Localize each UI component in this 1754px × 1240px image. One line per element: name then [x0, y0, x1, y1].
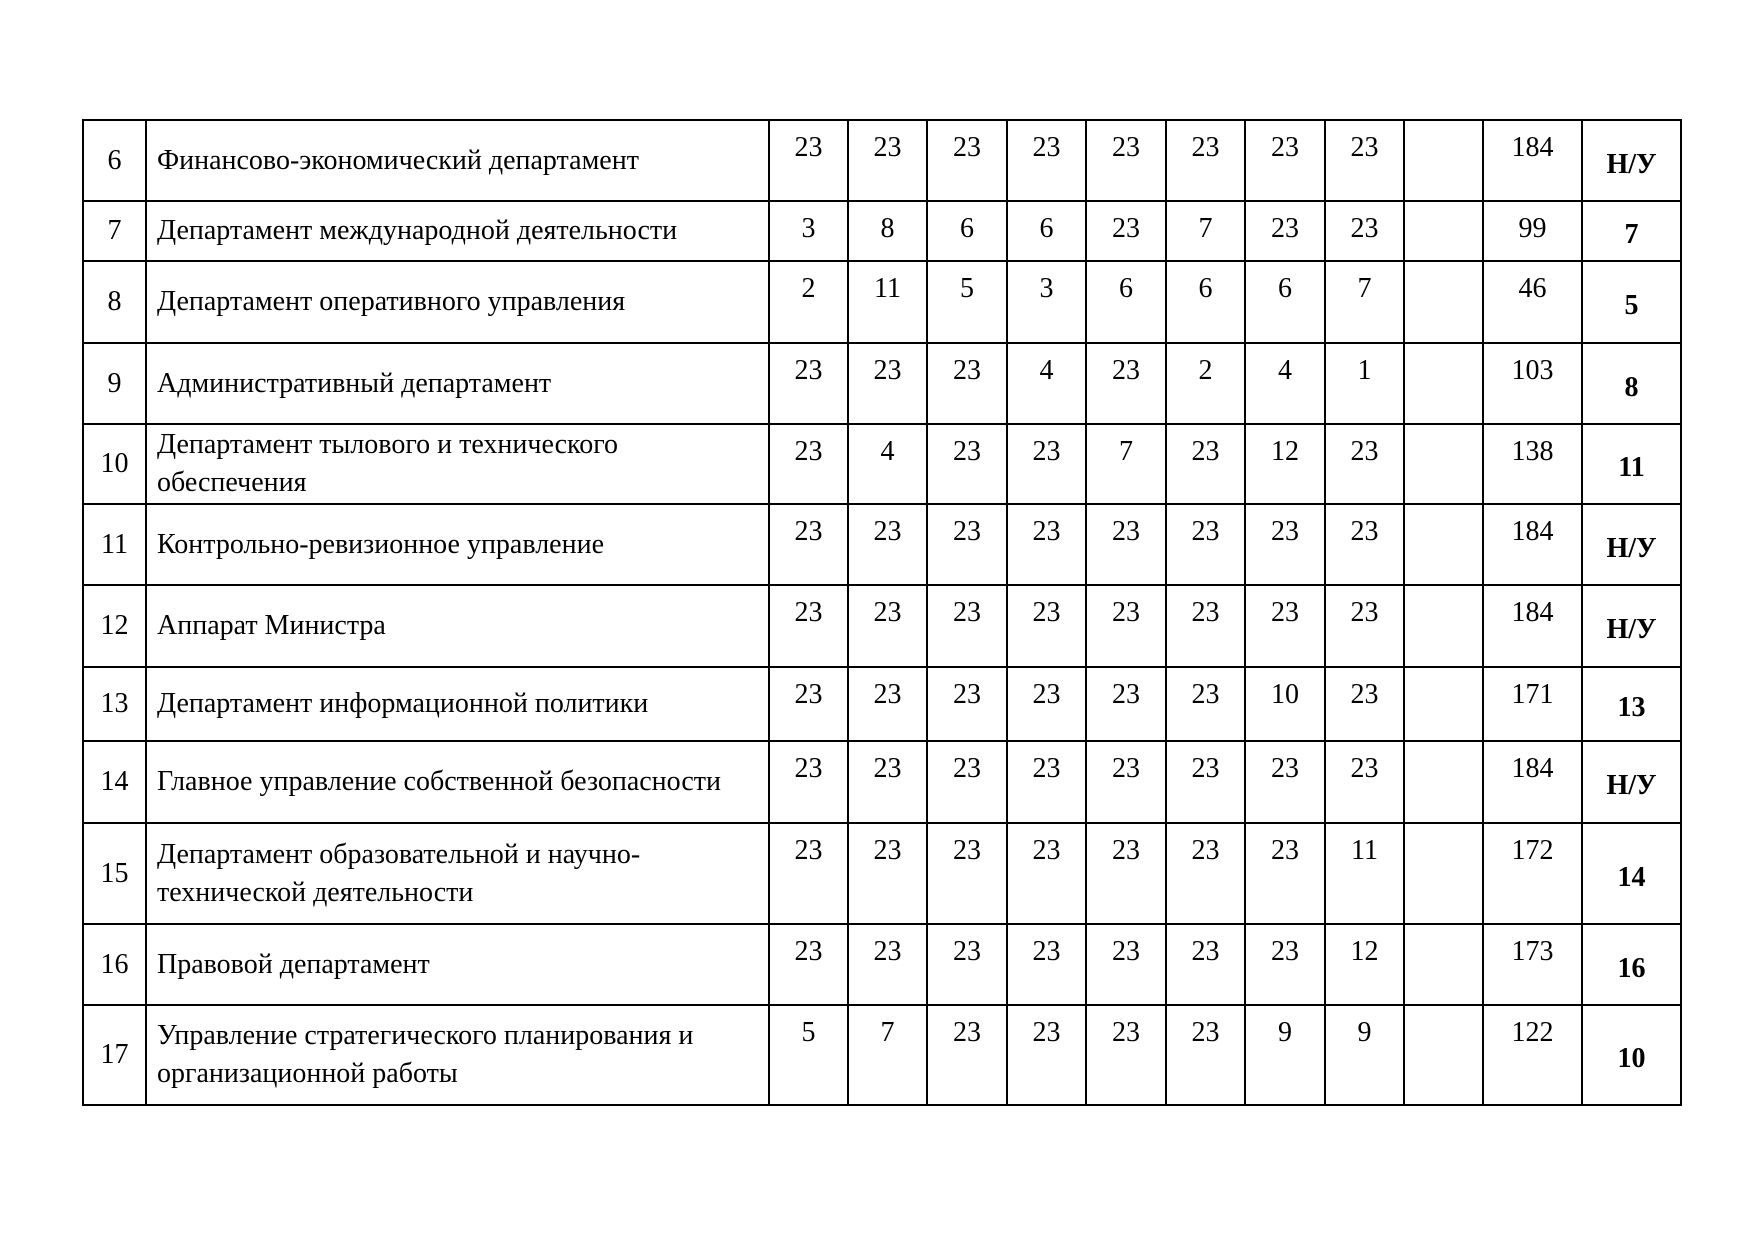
total-cell: 122: [1483, 1005, 1582, 1105]
score-cell: 5: [927, 261, 1007, 343]
score-cell: 8: [848, 201, 927, 261]
row-number-cell: 16: [83, 924, 146, 1005]
department-name-cell: Управление стратегического планирования и организационной работы: [146, 1005, 769, 1105]
score-cell: 23: [1086, 201, 1166, 261]
score-cell: 23: [1166, 120, 1245, 201]
score-cell: [1404, 343, 1483, 424]
place-cell: [1582, 424, 1681, 504]
score-cell: 23: [769, 120, 848, 201]
score-cell: 23: [769, 504, 848, 585]
total-cell: 173: [1483, 924, 1582, 1005]
department-name-cell: Главное управление собственной безопасности: [146, 741, 769, 823]
score-cell: 7: [1086, 424, 1166, 504]
score-cell: 23: [848, 667, 927, 741]
row-number-cell: 12: [83, 585, 146, 667]
score-cell: 23: [769, 343, 848, 424]
score-cell: 23: [1325, 424, 1404, 504]
score-cell: 23: [1325, 504, 1404, 585]
place-value: Н/У: [1606, 148, 1657, 180]
table-row: [83, 261, 1681, 343]
place-cell: [1582, 741, 1681, 823]
place-cell: [1582, 504, 1681, 585]
score-cell: 23: [848, 823, 927, 924]
department-name-cell: Административный департамент: [146, 343, 769, 424]
score-cell: 23: [927, 424, 1007, 504]
score-cell: 11: [848, 261, 927, 343]
total-cell: 103: [1483, 343, 1582, 424]
score-cell: 23: [1245, 120, 1325, 201]
score-cell: 7: [848, 1005, 927, 1105]
score-cell: 23: [1166, 424, 1245, 504]
score-cell: 11: [1325, 823, 1404, 924]
score-cell: 23: [1007, 924, 1086, 1005]
score-cell: 23: [1086, 823, 1166, 924]
score-cell: 23: [927, 924, 1007, 1005]
score-cell: [1404, 823, 1483, 924]
department-name-cell: Департамент тылового и технического обеспечения: [146, 424, 769, 504]
place-cell: [1582, 1005, 1681, 1105]
score-cell: 23: [1325, 120, 1404, 201]
score-cell: 23: [769, 823, 848, 924]
row-number-cell: 15: [83, 823, 146, 924]
score-cell: 6: [1245, 261, 1325, 343]
score-cell: 3: [1007, 261, 1086, 343]
score-cell: 23: [848, 585, 927, 667]
score-cell: 23: [1086, 1005, 1166, 1105]
table-row: [83, 823, 1681, 924]
row-number-cell: 13: [83, 667, 146, 741]
score-cell: 23: [1007, 120, 1086, 201]
department-name-cell: Контрольно-ревизионное управление: [146, 504, 769, 585]
score-cell: 23: [927, 504, 1007, 585]
score-cell: [1404, 120, 1483, 201]
place-value: 5: [1624, 290, 1639, 321]
row-number-cell: 6: [83, 120, 146, 201]
place-cell: [1582, 261, 1681, 343]
department-name-cell: Департамент международной деятельности: [146, 201, 769, 261]
place-value: 8: [1624, 371, 1639, 403]
score-cell: [1404, 924, 1483, 1005]
table-row: [83, 1005, 1681, 1105]
score-cell: 23: [1325, 201, 1404, 261]
score-cell: 23: [927, 585, 1007, 667]
score-cell: [1404, 741, 1483, 823]
total-cell: 184: [1483, 741, 1582, 823]
score-cell: 23: [1007, 741, 1086, 823]
score-cell: 23: [1086, 741, 1166, 823]
score-cell: 23: [927, 343, 1007, 424]
table-body: [83, 120, 1681, 1105]
score-cell: 23: [1325, 667, 1404, 741]
score-cell: 23: [1166, 667, 1245, 741]
department-name-cell: Правовой департамент: [146, 924, 769, 1005]
total-cell: 171: [1483, 667, 1582, 741]
row-number-cell: 7: [83, 201, 146, 261]
place-cell: [1582, 120, 1681, 201]
score-cell: 23: [1166, 924, 1245, 1005]
score-cell: 5: [769, 1005, 848, 1105]
total-cell: 46: [1483, 261, 1582, 343]
place-value: 11: [1618, 452, 1645, 483]
score-cell: 23: [1086, 504, 1166, 585]
table-row: [83, 424, 1681, 504]
row-number-cell: 8: [83, 261, 146, 343]
score-cell: 10: [1245, 667, 1325, 741]
row-number-cell: 17: [83, 1005, 146, 1105]
score-cell: 23: [848, 120, 927, 201]
score-cell: 9: [1245, 1005, 1325, 1105]
department-name-cell: Департамент оперативного управления: [146, 261, 769, 343]
score-cell: 23: [1007, 823, 1086, 924]
score-cell: 6: [1166, 261, 1245, 343]
score-cell: 23: [1007, 424, 1086, 504]
score-cell: 23: [769, 924, 848, 1005]
score-cell: 23: [1245, 823, 1325, 924]
score-cell: 23: [1325, 585, 1404, 667]
row-number-cell: 10: [83, 424, 146, 504]
score-cell: 23: [1086, 924, 1166, 1005]
score-cell: [1404, 424, 1483, 504]
score-cell: 4: [1245, 343, 1325, 424]
score-cell: 23: [1007, 667, 1086, 741]
table-row: [83, 667, 1681, 741]
total-cell: 184: [1483, 120, 1582, 201]
total-cell: 184: [1483, 585, 1582, 667]
place-value: 10: [1617, 1043, 1646, 1074]
place-cell: [1582, 585, 1681, 667]
score-cell: 23: [769, 667, 848, 741]
place-value: Н/У: [1606, 614, 1657, 645]
department-name-cell: Департамент информационной политики: [146, 667, 769, 741]
score-cell: 2: [769, 261, 848, 343]
row-number-cell: 14: [83, 741, 146, 823]
score-cell: 23: [769, 741, 848, 823]
score-cell: 23: [1166, 504, 1245, 585]
total-cell: 184: [1483, 504, 1582, 585]
department-name-cell: Финансово-экономический департамент: [146, 120, 769, 201]
score-cell: 23: [1007, 1005, 1086, 1105]
place-cell: [1582, 201, 1681, 261]
score-cell: 23: [1166, 823, 1245, 924]
department-name-cell: Департамент образовательной и научно-технической деятельности: [146, 823, 769, 924]
score-cell: 23: [769, 424, 848, 504]
score-cell: 23: [1086, 585, 1166, 667]
score-cell: 4: [1007, 343, 1086, 424]
place-value: Н/У: [1606, 770, 1657, 801]
score-cell: 3: [769, 201, 848, 261]
table-row: [83, 924, 1681, 1005]
score-cell: 2: [1166, 343, 1245, 424]
place-cell: [1582, 343, 1681, 424]
row-number-cell: 9: [83, 343, 146, 424]
score-cell: 23: [927, 741, 1007, 823]
table-row: [83, 741, 1681, 823]
place-value: Н/У: [1606, 532, 1657, 564]
score-cell: 23: [848, 924, 927, 1005]
table-row: [83, 585, 1681, 667]
score-cell: 23: [848, 343, 927, 424]
score-cell: 12: [1325, 924, 1404, 1005]
score-cell: 6: [1007, 201, 1086, 261]
score-cell: 23: [1007, 585, 1086, 667]
score-cell: 23: [848, 741, 927, 823]
place-value: 13: [1617, 692, 1646, 723]
place-cell: [1582, 823, 1681, 924]
score-cell: 23: [1086, 667, 1166, 741]
place-cell: [1582, 924, 1681, 1005]
rating-table: [82, 119, 1682, 1106]
score-cell: [1404, 585, 1483, 667]
score-cell: 23: [1245, 504, 1325, 585]
table-row: [83, 504, 1681, 585]
score-cell: 23: [1245, 924, 1325, 1005]
score-cell: 23: [927, 1005, 1007, 1105]
score-cell: 23: [1245, 201, 1325, 261]
place-cell: [1582, 667, 1681, 741]
score-cell: 12: [1245, 424, 1325, 504]
place-value: 14: [1617, 861, 1646, 893]
score-cell: 23: [1245, 741, 1325, 823]
row-number-cell: 11: [83, 504, 146, 585]
score-cell: 4: [848, 424, 927, 504]
total-cell: 138: [1483, 424, 1582, 504]
total-cell: 172: [1483, 823, 1582, 924]
table-row: [83, 120, 1681, 201]
score-cell: 1: [1325, 343, 1404, 424]
score-cell: 7: [1325, 261, 1404, 343]
score-cell: [1404, 667, 1483, 741]
score-cell: 23: [1007, 504, 1086, 585]
table-row: [83, 201, 1681, 261]
score-cell: 23: [769, 585, 848, 667]
score-cell: 23: [1166, 741, 1245, 823]
score-cell: 23: [927, 823, 1007, 924]
score-cell: [1404, 261, 1483, 343]
score-cell: 6: [927, 201, 1007, 261]
score-cell: [1404, 201, 1483, 261]
score-cell: 23: [927, 120, 1007, 201]
department-name-cell: Аппарат Министра: [146, 585, 769, 667]
score-cell: [1404, 504, 1483, 585]
score-cell: 9: [1325, 1005, 1404, 1105]
score-cell: 23: [1245, 585, 1325, 667]
score-cell: 23: [1086, 120, 1166, 201]
score-cell: 6: [1086, 261, 1166, 343]
score-cell: 23: [927, 667, 1007, 741]
score-cell: 23: [1166, 1005, 1245, 1105]
table-row: [83, 343, 1681, 424]
score-cell: [1404, 1005, 1483, 1105]
score-cell: 23: [1325, 741, 1404, 823]
score-cell: 23: [1086, 343, 1166, 424]
place-value: 16: [1617, 952, 1646, 984]
score-cell: 7: [1166, 201, 1245, 261]
score-cell: 23: [1166, 585, 1245, 667]
score-cell: 23: [848, 504, 927, 585]
place-value: 7: [1624, 219, 1639, 250]
total-cell: 99: [1483, 201, 1582, 261]
